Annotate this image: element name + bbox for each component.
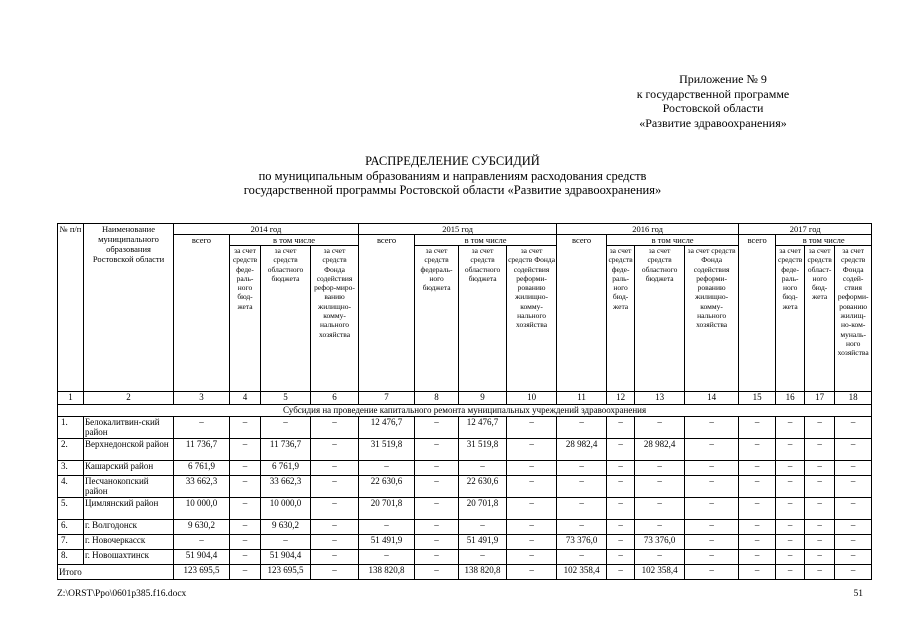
header-2017-federal: за счет средств феде-раль-ного бюд-жета [776, 246, 805, 392]
table-cell: 22 630,6 [359, 476, 415, 498]
header-year-2014: 2014 год [174, 224, 359, 235]
col-number: 3 [174, 392, 230, 405]
header-incl-2017: в том числе [776, 235, 872, 246]
table-row [58, 550, 872, 565]
table-cell: – [685, 439, 739, 461]
table-cell: – [415, 417, 459, 439]
table-cell: – [557, 461, 607, 476]
header-year-2017: 2017 год [739, 224, 872, 235]
file-path: Z:\ORST\Ppo\0601p385.f16.docx [57, 589, 187, 599]
table-cell: 51 491,9 [359, 535, 415, 550]
table-cell: – [739, 461, 776, 476]
table-cell: 22 630,6 [459, 476, 507, 498]
table-cell: – [739, 439, 776, 461]
table-cell: – [835, 520, 872, 535]
row-index: 7. [58, 535, 84, 550]
table-cell: 6 761,9 [261, 461, 311, 476]
table-cell: 9 630,2 [174, 520, 230, 535]
table-cell: – [230, 439, 261, 461]
table-cell: – [261, 417, 311, 439]
header-2017-regional: за счет средств област-ного бюд-жета [805, 246, 835, 392]
table-cell: – [311, 535, 359, 550]
table-cell: – [230, 550, 261, 565]
col-number: 14 [685, 392, 739, 405]
table-cell: – [311, 476, 359, 498]
municipality-name: г. Новочеркасск [84, 535, 174, 550]
table-cell: – [557, 520, 607, 535]
table-cell: – [557, 417, 607, 439]
table-cell: 12 476,7 [359, 417, 415, 439]
table-cell: – [835, 461, 872, 476]
table-cell: – [776, 439, 805, 461]
title-line-3: государственной программы Ростовской области «Развитие здравоохранения» [243, 183, 662, 197]
total-row [58, 565, 872, 580]
header-2017-fund: за счет средств Фонда содей-ствия реформи-рованию жилищ-но-ком-муналь-ного хозяйства [835, 246, 872, 392]
table-cell: – [507, 535, 557, 550]
table-cell: 31 519,8 [359, 439, 415, 461]
row-index: 1. [58, 417, 84, 439]
header-row-subgroups [58, 235, 872, 246]
table-cell: – [776, 498, 805, 520]
table-cell: – [230, 417, 261, 439]
total-cell: 102 358,4 [635, 565, 685, 580]
table-cell: 10 000,0 [261, 498, 311, 520]
col-number: 6 [311, 392, 359, 405]
table-cell: 33 662,3 [174, 476, 230, 498]
total-cell: – [311, 565, 359, 580]
table-cell: – [607, 439, 635, 461]
table-cell: – [415, 461, 459, 476]
table-row [58, 535, 872, 550]
table-cell: – [415, 498, 459, 520]
col-number: 13 [635, 392, 685, 405]
appendix-line-3: Ростовской области [662, 101, 764, 115]
table-cell: – [507, 520, 557, 535]
table-cell: – [776, 535, 805, 550]
document-title [0, 154, 905, 198]
table-cell: – [685, 535, 739, 550]
row-index: 2. [58, 439, 84, 461]
table-cell: 73 376,0 [635, 535, 685, 550]
table-cell: – [739, 476, 776, 498]
table-cell: – [359, 520, 415, 535]
table-cell: – [739, 498, 776, 520]
header-2016-federal: за счет средств феде-раль-ного бюд-жета [607, 246, 635, 392]
subsidies-table [57, 223, 872, 580]
col-number: 12 [607, 392, 635, 405]
header-row-years [58, 224, 872, 235]
table-cell: 12 476,7 [459, 417, 507, 439]
header-2016-fund: за счет средств Фонда содействия реформи-рованию жилищно-комму-нального хозяйства [685, 246, 739, 392]
table-cell: – [230, 535, 261, 550]
table-cell: – [805, 461, 835, 476]
table-row [58, 476, 872, 498]
total-cell: – [835, 565, 872, 580]
table-cell: – [415, 439, 459, 461]
table-cell: – [557, 498, 607, 520]
table-cell: – [685, 520, 739, 535]
table-cell: – [607, 461, 635, 476]
header-2014-regional: за счет средств областного бюджета [261, 246, 311, 392]
table-cell: – [415, 476, 459, 498]
total-cell: – [230, 565, 261, 580]
table-cell: 31 519,8 [459, 439, 507, 461]
table-cell: – [415, 550, 459, 565]
table-cell: – [776, 476, 805, 498]
table-cell: – [805, 498, 835, 520]
header-2014-fund: за счет средств Фонда содействия рефор-миро-ванию жилищно-комму-нального хозяйства [311, 246, 359, 392]
col-number: 4 [230, 392, 261, 405]
municipality-name: г. Волгодонск [84, 520, 174, 535]
table-cell: – [805, 535, 835, 550]
table-cell: – [607, 498, 635, 520]
table-cell: – [835, 439, 872, 461]
col-number: 2 [84, 392, 174, 405]
table-cell: – [776, 550, 805, 565]
municipality-name: Песчанокопский район [84, 476, 174, 498]
table-cell: – [607, 550, 635, 565]
table-cell: – [311, 550, 359, 565]
total-cell: – [739, 565, 776, 580]
header-year-2015: 2015 год [359, 224, 557, 235]
table-cell: – [459, 520, 507, 535]
col-number: 9 [459, 392, 507, 405]
table-cell: – [739, 550, 776, 565]
table-cell: 51 491,9 [459, 535, 507, 550]
data-rows [58, 417, 872, 580]
col-number: 17 [805, 392, 835, 405]
col-number: 5 [261, 392, 311, 405]
col-number: 1 [58, 392, 84, 405]
table-cell: – [359, 461, 415, 476]
header-2015-federal: за счет средств федераль-ного бюджета [415, 246, 459, 392]
header-total-2017: всего [739, 235, 776, 392]
table-cell: 9 630,2 [261, 520, 311, 535]
total-cell: – [685, 565, 739, 580]
table-cell: – [359, 550, 415, 565]
header-incl-2015: в том числе [415, 235, 557, 246]
table-cell: – [739, 535, 776, 550]
row-index: 4. [58, 476, 84, 498]
header-total-2014: всего [174, 235, 230, 392]
table-cell: – [776, 520, 805, 535]
table-cell: – [174, 535, 230, 550]
table-cell: – [415, 535, 459, 550]
table-cell: – [835, 417, 872, 439]
table-row [58, 520, 872, 535]
header-2016-regional: за счет средств областного бюджета [635, 246, 685, 392]
table-cell: – [776, 461, 805, 476]
table-cell: – [805, 417, 835, 439]
table-cell: – [507, 461, 557, 476]
appendix-line-4: «Развитие здравоохранения» [639, 115, 787, 130]
table-cell: 33 662,3 [261, 476, 311, 498]
municipality-name: Белокалитвин-ский район [84, 417, 174, 439]
table-cell: – [230, 476, 261, 498]
table-cell: – [311, 439, 359, 461]
table-cell: – [507, 439, 557, 461]
table-cell: – [835, 535, 872, 550]
table-cell: – [507, 417, 557, 439]
col-number: 7 [359, 392, 415, 405]
header-2015-fund: за счет средств Фонда содействия реформи-рованию жилищно-комму-нального хозяйства [507, 246, 557, 392]
table-cell: – [311, 520, 359, 535]
table-cell: – [415, 520, 459, 535]
table-cell: 51 904,4 [261, 550, 311, 565]
table-cell: – [739, 417, 776, 439]
table-cell: – [739, 520, 776, 535]
table-cell: – [635, 417, 685, 439]
column-numbers-row [58, 392, 872, 405]
table-cell: – [635, 461, 685, 476]
table-cell: – [685, 476, 739, 498]
col-number: 15 [739, 392, 776, 405]
header-incl-2016: в том числе [607, 235, 739, 246]
section-title: Субсидия на проведение капитального ремонта муниципальных учреждений здравоохранения [58, 405, 872, 417]
table-cell: – [805, 476, 835, 498]
total-cell: – [507, 565, 557, 580]
table-cell: – [311, 461, 359, 476]
table-cell: – [230, 498, 261, 520]
page-number: 51 [853, 589, 863, 599]
municipality-name: Кашарский район [84, 461, 174, 476]
table-cell: – [635, 550, 685, 565]
table-cell: – [459, 550, 507, 565]
table-cell: – [685, 550, 739, 565]
header-2015-regional: за счет средств областного бюджета [459, 246, 507, 392]
table-cell: – [635, 498, 685, 520]
table-row [58, 439, 872, 461]
table-cell: – [507, 550, 557, 565]
total-label: Итого [58, 565, 174, 580]
table-cell: – [805, 550, 835, 565]
total-cell: – [415, 565, 459, 580]
table-cell: – [607, 520, 635, 535]
table-cell: 28 982,4 [557, 439, 607, 461]
table-cell: – [230, 520, 261, 535]
title-line-2: по муниципальным образованиям и направлениям расходования средств [258, 168, 647, 183]
table-cell: 11 736,7 [174, 439, 230, 461]
header-year-2016: 2016 год [557, 224, 739, 235]
table-cell: 51 904,4 [174, 550, 230, 565]
table-cell: – [459, 461, 507, 476]
table-cell: – [835, 498, 872, 520]
table-cell: 20 701,8 [359, 498, 415, 520]
table-cell: – [607, 535, 635, 550]
table-cell: – [635, 520, 685, 535]
table-cell: – [805, 439, 835, 461]
table-cell: – [311, 498, 359, 520]
header-total-2016: всего [557, 235, 607, 392]
appendix-line-1: Приложение № 9 [679, 72, 767, 86]
table-cell: 6 761,9 [174, 461, 230, 476]
table-cell: – [635, 476, 685, 498]
total-cell: 102 358,4 [557, 565, 607, 580]
table-cell: – [607, 476, 635, 498]
table-row [58, 498, 872, 520]
row-index: 3. [58, 461, 84, 476]
table-cell: – [835, 476, 872, 498]
table-cell: – [230, 461, 261, 476]
table-row [58, 417, 872, 439]
table-cell: – [311, 417, 359, 439]
table-cell: – [261, 535, 311, 550]
table-cell: – [507, 498, 557, 520]
row-index: 8. [58, 550, 84, 565]
total-cell: 138 820,8 [359, 565, 415, 580]
table-cell: – [685, 461, 739, 476]
total-cell: 123 695,5 [174, 565, 230, 580]
table-cell: – [607, 417, 635, 439]
table-cell: 20 701,8 [459, 498, 507, 520]
header-name: Наименование муниципального образования Ростовской области [84, 224, 174, 392]
table-cell: – [174, 417, 230, 439]
table-cell: – [685, 498, 739, 520]
table-cell: 28 982,4 [635, 439, 685, 461]
row-index: 6. [58, 520, 84, 535]
header-no: № п/п [58, 224, 84, 392]
header-total-2015: всего [359, 235, 415, 392]
municipality-name: г. Новошахтинск [84, 550, 174, 565]
table-row [58, 461, 872, 476]
table-cell: – [507, 476, 557, 498]
col-number: 8 [415, 392, 459, 405]
table-cell: – [835, 550, 872, 565]
table-cell: – [776, 417, 805, 439]
total-cell: – [607, 565, 635, 580]
header-2014-federal: за счет средств феде-раль-ного бюд-жета [230, 246, 261, 392]
col-number: 11 [557, 392, 607, 405]
table-cell: 10 000,0 [174, 498, 230, 520]
col-number: 18 [835, 392, 872, 405]
table-cell: – [557, 550, 607, 565]
table-cell: 73 376,0 [557, 535, 607, 550]
table-cell: – [685, 417, 739, 439]
col-number: 10 [507, 392, 557, 405]
appendix-block [583, 72, 843, 130]
row-index: 5. [58, 498, 84, 520]
municipality-name: Цимлянский район [84, 498, 174, 520]
header-incl-2014: в том числе [230, 235, 359, 246]
col-number: 16 [776, 392, 805, 405]
total-cell: – [805, 565, 835, 580]
appendix-line-2: к государственной программе [636, 86, 790, 101]
section-row [58, 405, 872, 417]
table-cell: – [805, 520, 835, 535]
table-cell: 11 736,7 [261, 439, 311, 461]
total-cell: 123 695,5 [261, 565, 311, 580]
total-cell: – [776, 565, 805, 580]
table-cell: – [557, 476, 607, 498]
municipality-name: Верхнедонской район [84, 439, 174, 461]
title-line-1: РАСПРЕДЕЛЕНИЕ СУБСИДИЙ [365, 154, 540, 168]
total-cell: 138 820,8 [459, 565, 507, 580]
